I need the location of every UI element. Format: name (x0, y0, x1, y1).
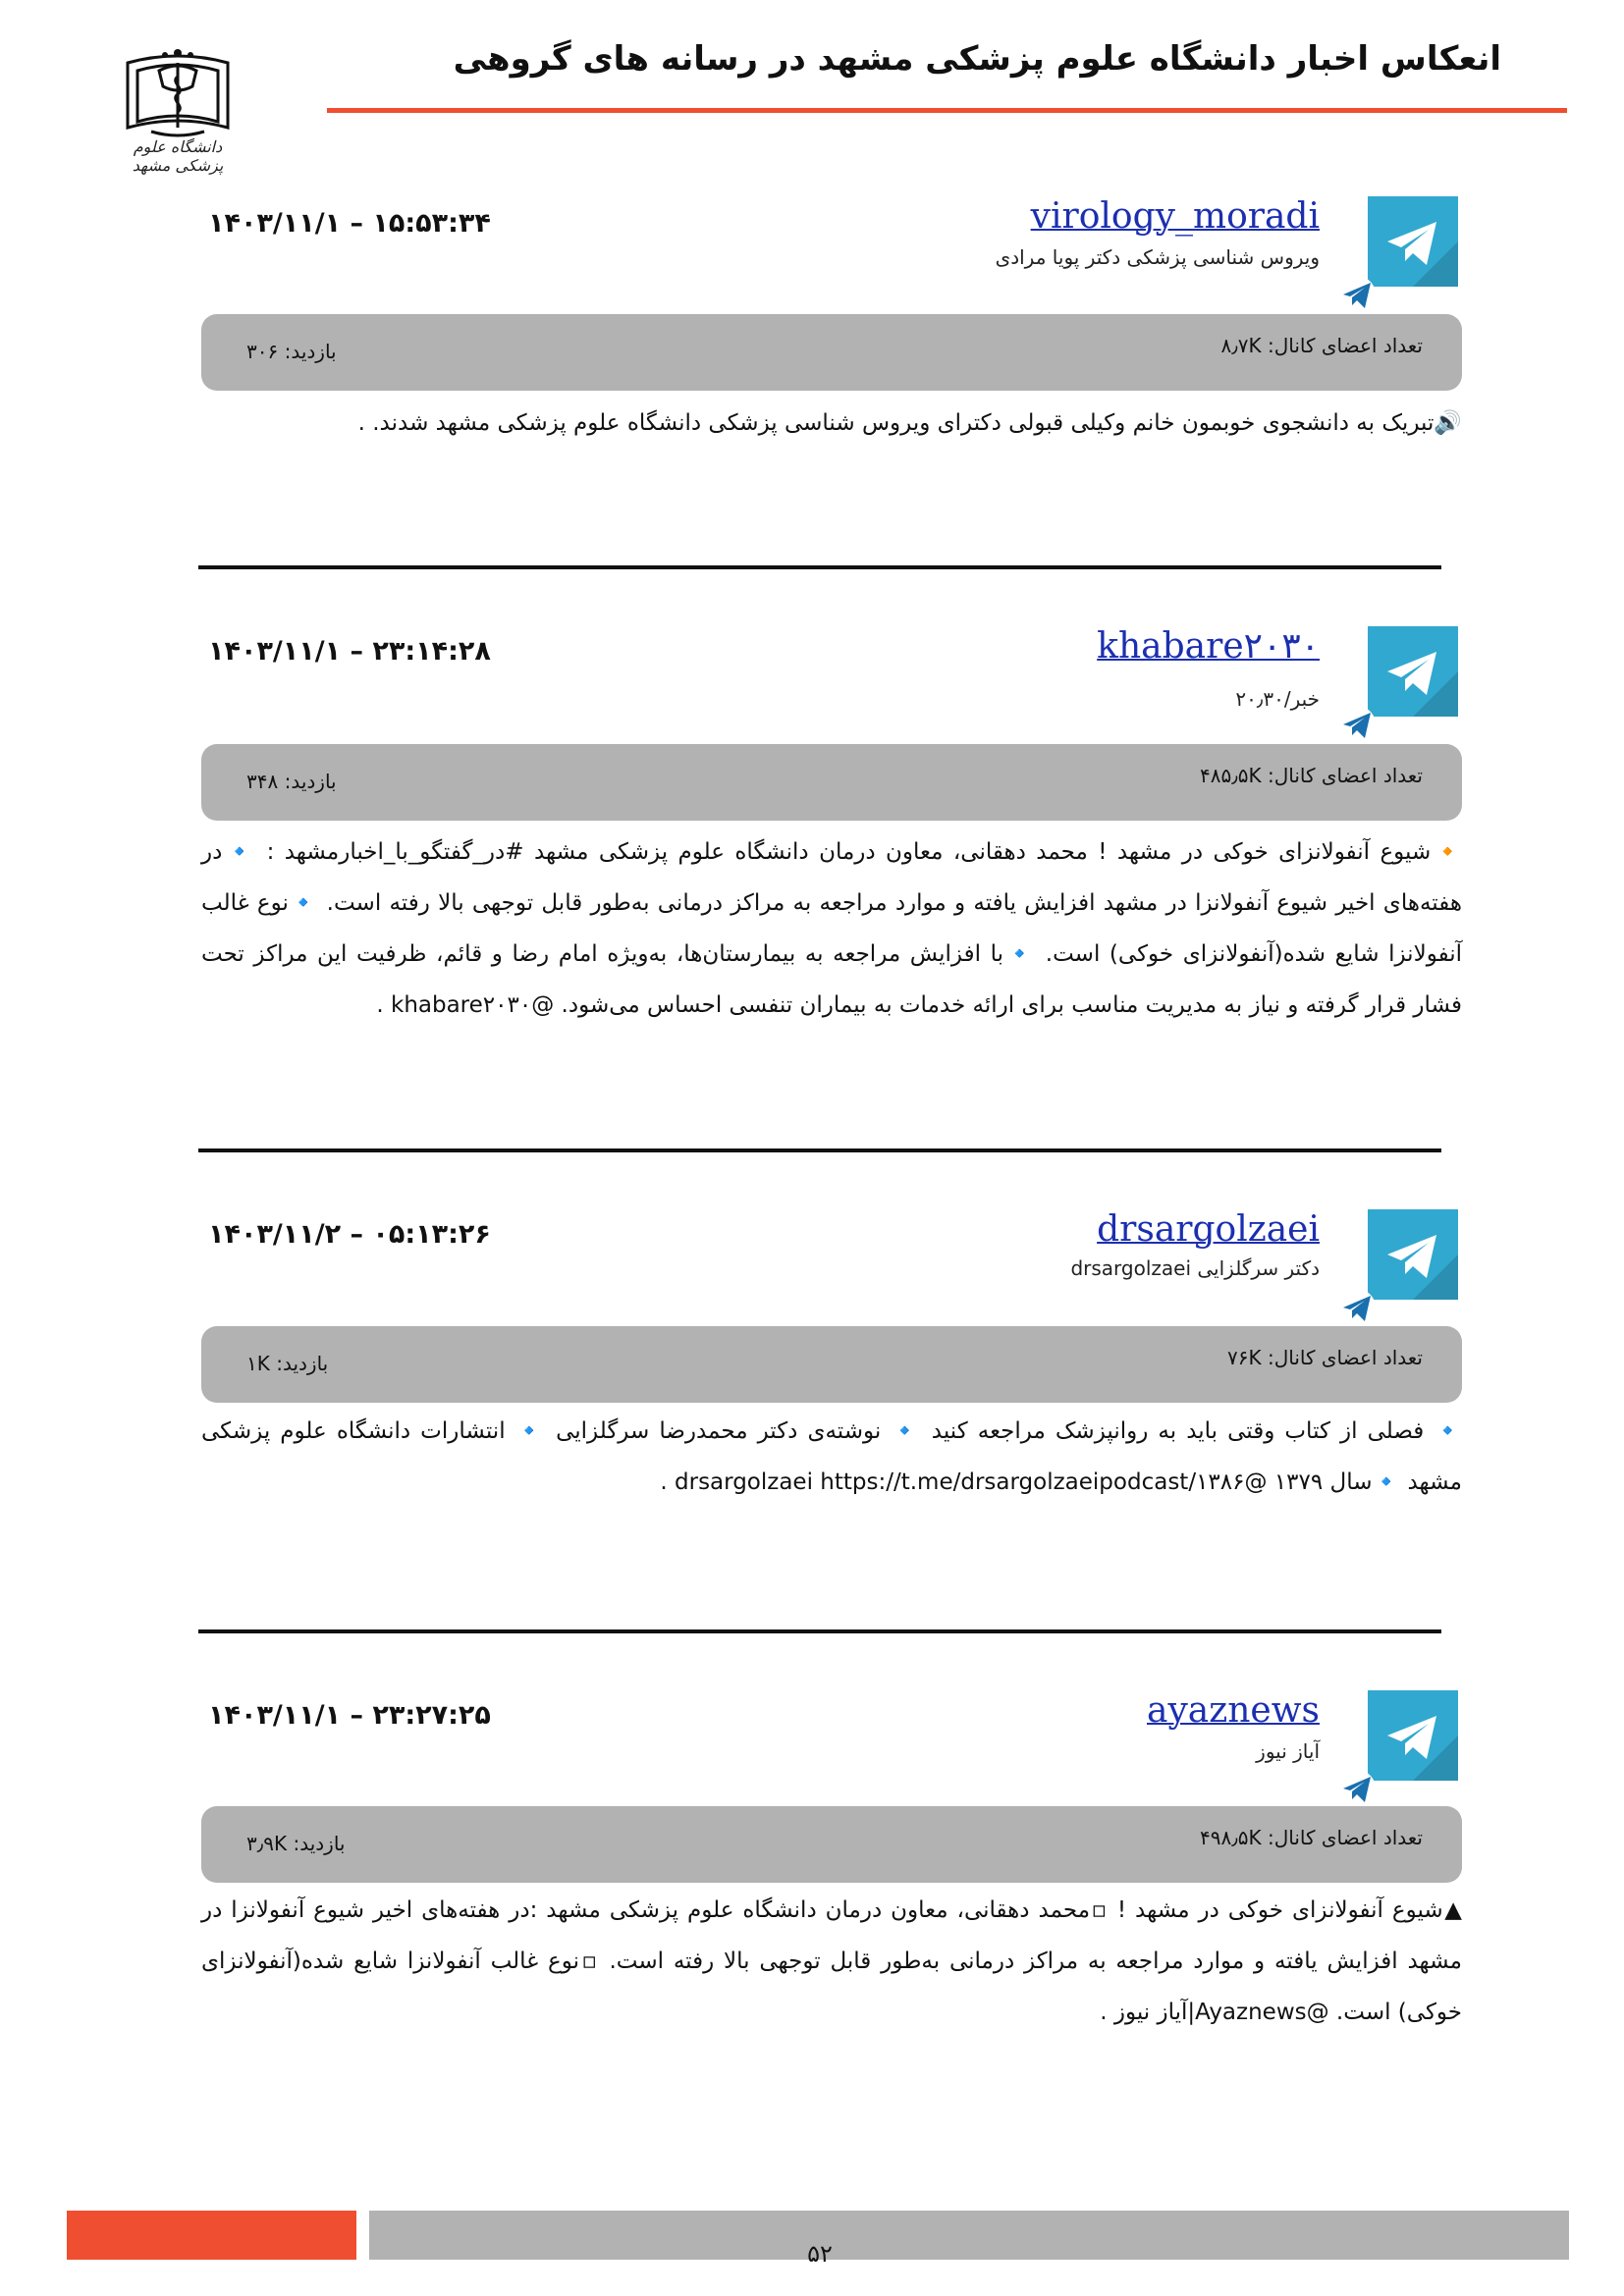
telegram-icon[interactable] (1368, 1690, 1458, 1781)
post-body: 🔸شیوع آنفولانزای خوکی در مشهد ! محمد دهقانی، معاون درمان دانشگاه علوم پزشکی مشهد #در_گفتگو_با_اخبارمشهد : 🔹در هفته‌های اخیر شیوع آنفولانزا در مشهد افزایش یافته و موارد مراجعه به مراکز درمانی به‌طور قابل توجهی بالا رفته است. 🔹نوع غالب آنفولانزا شایع شده(آنفولانزای خوکی) است. 🔹با افزایش مراجعه به بیمارستان‌ها، به‌ویژه امام رضا و قائم، ظرفیت این مراکز تحت فشار قرار گرفته و نیاز به مدیریت مناسب برای ارائه خدمات به بیماران تنفسی احساس می‌شود. @khabare۲۰۳۰ . (201, 839, 1462, 1018)
channel-id[interactable]: drsargolzaei (1097, 1209, 1320, 1250)
page-number: ۵۲ (807, 2240, 833, 2268)
channel-members: تعداد اعضای کانال: ۷۶K (1227, 1346, 1423, 1369)
telegram-badge-icon (1337, 705, 1377, 744)
footer-accent-bar (67, 2211, 356, 2260)
channel-members: تعداد اعضای کانال: ۸٫۷K (1220, 334, 1423, 357)
channel-id[interactable]: khabare۲۰۳۰ (1097, 626, 1320, 667)
stats-bar (201, 1806, 1462, 1883)
header-rule (327, 108, 1567, 113)
post-datetime: ۱۴۰۳/۱۱/۱ – ۲۳:۱۴:۲۸ (208, 636, 491, 667)
channel-name: دکتر سرگلزایی drsargolzaei (1070, 1256, 1320, 1280)
telegram-icon[interactable] (1368, 626, 1458, 717)
post-datetime: ۱۴۰۳/۱۱/۱ – ۲۳:۲۷:۲۵ (208, 1700, 491, 1731)
footer-bar (369, 2211, 1569, 2260)
post-datetime: ۱۴۰۳/۱۱/۱ – ۱۵:۵۳:۳۴ (208, 208, 491, 239)
page-title: انعکاس اخبار دانشگاه علوم پزشکی مشهد در رسانه های گروهی (453, 39, 1501, 79)
post-body: 🔊تبریک به دانشجوی خوبمون خانم وکیلی قبولی دکترای ویروس شناسی پزشکی دانشگاه علوم پزشکی مشهد شدند. . (357, 410, 1462, 436)
post-divider (198, 1148, 1441, 1152)
stats-bar (201, 744, 1462, 821)
post-divider (198, 565, 1441, 569)
channel-members: تعداد اعضای کانال: ۴۸۵٫۵K (1200, 764, 1423, 787)
channel-name: ویروس شناسی پزشکی دکتر پویا مرادی (995, 245, 1320, 269)
telegram-badge-icon (1337, 1288, 1377, 1327)
telegram-badge-icon (1337, 275, 1377, 314)
channel-id[interactable]: virology_moradi (1030, 196, 1320, 237)
post-datetime: ۱۴۰۳/۱۱/۲ – ۰۵:۱۳:۲۶ (208, 1219, 491, 1250)
channel-name: آیاز نیوز (1256, 1739, 1320, 1763)
channel-id[interactable]: ayaznews (1146, 1690, 1320, 1731)
view-count: بازدید: ۳۰۶ (246, 340, 337, 363)
stats-bar (201, 314, 1462, 391)
view-count: بازدید: ۳٫۹K (246, 1832, 346, 1855)
post-body: 🔹 فصلی از کتاب وقتی باید به روانپزشک مراجعه کنید 🔹 نوشته‌ی دکتر محمدرضا سرگلزایی 🔹 انتشارات دانشگاه علوم پزشکی مشهد 🔹سال ۱۳۷۹ @drsargolzaei https://t.me/drsargolzaeipodcast/۱۳۸۶ . (201, 1418, 1462, 1495)
post-divider (198, 1629, 1441, 1633)
stats-bar (201, 1326, 1462, 1403)
telegram-icon[interactable] (1368, 196, 1458, 287)
post-body: ▲شیوع آنفولانزای خوکی در مشهد ! ▫محمد دهقانی، معاون درمان دانشگاه علوم پزشکی مشهد :در هفته‌های اخیر شیوع آنفولانزا در مشهد افزایش یافته و موارد مراجعه به مراکز درمانی به‌طور قابل توجهی بالا رفته است. ▫نوع غالب آنفولانزا شایع شده(آنفولانزای خوکی) است. @Ayaznews|آیاز نیوز . (201, 1897, 1462, 2025)
view-count: بازدید: ۳۴۸ (246, 770, 337, 793)
view-count: بازدید: ۱K (246, 1352, 329, 1375)
logo-caption: دانشگاه علوم پزشکی مشهد (132, 137, 224, 175)
telegram-badge-icon (1337, 1769, 1377, 1808)
channel-members: تعداد اعضای کانال: ۴۹۸٫۵K (1200, 1826, 1423, 1849)
channel-name: خبر/۲۰٫۳۰ (1235, 687, 1320, 711)
telegram-icon[interactable] (1368, 1209, 1458, 1300)
